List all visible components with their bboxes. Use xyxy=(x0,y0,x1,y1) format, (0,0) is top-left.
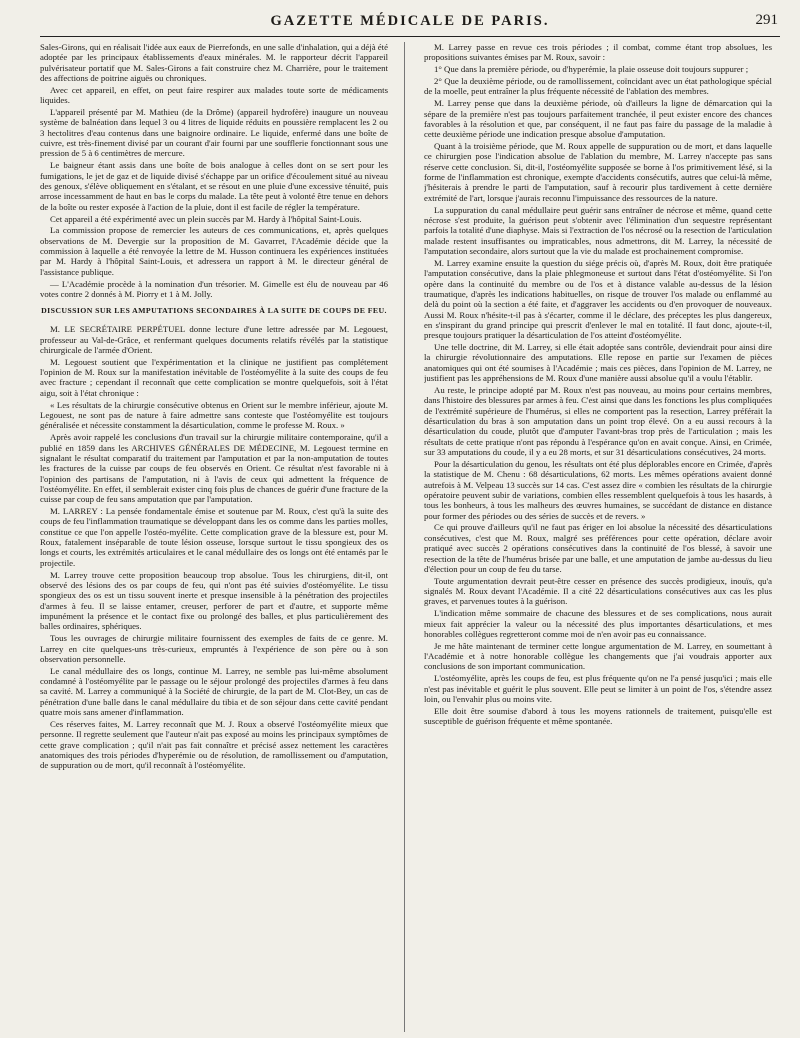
paragraph: « Les résultats de la chirurgie consécutive obtenus en Orient sur le membre inférieur, ajoute M. Legouest, ne sont pas de nature à faire admettre sans conteste que l'ostéomyélite est toujours généralisée et nécessite constamment la désarticulation, comme le professe M. Roux. » xyxy=(40,399,388,431)
paragraph: Cet appareil a été expérimenté avec un plein succès par M. Hardy à l'hôpital Saint-Louis. xyxy=(50,213,362,224)
paragraph: Tous les ouvrages de chirurgie militaire fournissent des exemples de faits de ce genre. M. Larrey en cite quelques-uns très-curieux, empruntés à l'expérience de son père ou à son observation personnelle. xyxy=(40,633,388,664)
paragraph: Pour la désarticulation du genou, les résultats ont été plus déplorables encore en Crimée, d'après la statistique de M. Chenu : 68 désarticulations, 62 morts. Les mêmes opérations avaient donné autrefois à M. Velpeau 13 succès sur 14 cas. C'est assez dire « combien les résultats de la chirurgie opératoire peuvent subir de variations, combien elles ressemblent quelquefois à tous les hasards, à tous les bonheurs, à tous les malheurs des œuvres humaines, se succédant de distance en distance pour former des périodes ou des séries de succès et de revers. » xyxy=(424,458,772,521)
right-column xyxy=(424,42,772,1034)
paragraph: Sales-Girons, qui en réalisait l'idée aux eaux de Pierrefonds, en une salle d'inhalation, qui a déjà été adoptée par les principaux établissements d'eaux minérales. M. le rapporteur décrit l'appareil pulvérisateur portatif que M. Sales-Girons a fait construire chez M. Charrière, pour le traitement des affections de poitrine aiguës ou chroniques. xyxy=(40,42,388,84)
paragraph: Ces réserves faites, M. Larrey reconnaît que M. J. Roux a observé l'ostéomyélite mieux que personne. Il regrette seulement que l'auteur n'ait pas exposé au moins les principaux symptômes de cette grave complication ; qu'il n'ait pas fait connaître et précisé assez nettement les caractères anatomiques des trois périodes d'hyperémie ou de résolution, de ramollissement ou d'amputation, de suppuration ou de mort, qu'il reconnaît à l'ostéomyélite. xyxy=(40,718,388,771)
paragraph: M. Larrey examine ensuite la question du siége précis où, d'après M. Roux, doit être pratiquée l'amputation consécutive, dans la plaie phlegmoneuse et surtout dans l'état d'ostéomyélite. Si l'on opère dans la continuité du membre ou de l'os et à distance valable au-dessus de la lésion traumatique, d'après les indications habituelles, on risque de trouver l'os malade ou enflammé au delà du point où la section a été faite, et d'aggraver les accidents ou d'en provoquer de nouveaux. Aussi M. Roux n'hésite-t-il pas à s'écarter, comme il le déclare, des préceptes les plus dangereux, en s'inspirant du grand principe qui prescrit d'enlever le mal en totalité. Il faut donc, ajoute-t-il, presque toujours pratiquer la désarticulation de l'os atteint d'ostéomyélite. xyxy=(424,257,772,341)
running-header xyxy=(40,10,780,37)
paragraph: Avec cet appareil, en effet, on peut faire respirer aux malades toute sorte de médicaments liquides. xyxy=(40,84,388,106)
paragraph: Au reste, le principe adopté par M. Roux n'est pas nouveau, au moins pour certains membres, dans l'histoire des blessures par armes à feu. C'est ainsi que dans les fonctions les plus compliquées de l'extrémité supérieure de l'humérus, si elles ne comportent pas la resection, Larrey préférait la désarticulation du bras à son amputation dans un point trop élevé. On a eu aussi recours à la désarticulation du coude, plutôt que d'amputer l'avant-bras trop près de l'articulation ; mais les résultats de cette pratique n'ont pas répondu à l'espérance qu'on en avait conçue. Ainsi, en Crimée, sur 33 amputations du coude, il y a eu 28 morts, et sur 31 désarticulations consécutives, 24 morts. xyxy=(424,385,772,458)
paragraph: M. LARREY : La pensée fondamentale émise et soutenue par M. Roux, c'est qu'à la suite des coups de feu l'inflammation traumatique se développant dans les os comme dans les parties molles, constitue ce que l'on appelle l'ostéo-myélite. Cette complication grave de la blessure est, pour M. Roux, fatalement inséparable de toute lésion osseuse, lorsque surtout le tissu spongieux des os longs et courts, les extrémités articulaires et le canal médullaire des os longs ont été entamés par le projectile. xyxy=(40,506,388,568)
left-column xyxy=(40,42,388,1034)
paragraph: Après avoir rappelé les conclusions d'un travail sur la chirurgie militaire contemporaine, qu'il a publié en 1859 dans les ARCHIVES GÉNÉRALES DE MÉDECINE, M. Legouest termine en signalant le résultat comparatif du traitement par l'amputation et par la non-amputation de toutes les fractures de la cuisse par coups de feu observés en Orient. Ce résultat n'est favorable ni à l'opinion des partisans de l'amputation, ni à l'avis de ceux qui admettent la fréquence de l'ostéomyélite. En effet, il semblerait exister cinq fois plus de chances de guérir d'une fracture de la cuisse par coup de feu sans amputation que par l'amputation. xyxy=(40,432,388,505)
paragraph: M. Larrey trouve cette proposition beaucoup trop absolue. Tous les chirurgiens, dit-il, ont observé des lésions des os par coups de feu, qui n'ont pas été suivies d'ostéomyélite. Le tissu spongieux des os est un tissu souvent inerte et presque insensible à la pénétration des projectiles d'armes à feu. Il se laisse entamer, creuser, perforer de part et d'autre, et supporte même impunément la présence et le contact fixe ou prolongé des balles, et plus particulièrement des balles ordinaires, sphériques. xyxy=(40,569,388,632)
paragraph: Elle doit être soumise d'abord à tous les moyens rationnels de traitement, puisqu'elle est susceptible de guérison fréquente et même spontanée. xyxy=(424,705,772,727)
paragraph: 1° Que dans la première période, ou d'hyperémie, la plaie osseuse doit toujours suppurer ; xyxy=(434,64,749,75)
paragraph: Le canal médullaire des os longs, continue M. Larrey, ne semble pas lui-même absolument condamné à l'ostéomyélite par le passage ou le séjour prolongé des projectiles d'armes à feu dans sa cavité. M. Larrey a communiqué à la Société de chirurgie, de la part de M. Clot-Bey, un cas de pénétration d'une balle dans le canal médullaire du tibia et de son séjour dans cette cavité pendant quatre mois sans amener d'inflammation. xyxy=(40,665,388,718)
paragraph: Ce qui prouve d'ailleurs qu'il ne faut pas ériger en loi absolue la nécessité des désarticulations consécutives, c'est que M. Roux, malgré ses préférences pour cette opération, déclare avoir pratiqué avec succès 2 opérations consécutives dans la continuité de l'os blessé, à savoir une resection de la tête de l'humérus brisée par une balle, et une amputation de jambe au-dessus du lieu d'élection pour un coup de feu du tarse. xyxy=(424,522,772,574)
paragraph: La suppuration du canal médullaire peut guérir sans entraîner de nécrose et même, quand cette nécrose s'est produite, la guérison peut s'obtenir avec l'élimination d'un sequestre représentant parfois la totalité d'une diaphyse. Mais si l'extraction de l'os nécrosé ou la resection de l'articulation malade restent insuffisantes ou impraticables, nous admettrons, dit M. Larrey, la nécessité de l'amputation secondaire, alors surtout que la vie du malade est prochainement compromise. xyxy=(424,204,772,257)
paragraph: Quant à la troisième période, que M. Roux appelle de suppuration ou de mort, et dans laquelle ce chirurgien pose l'indication absolue de l'ablation du membre, M. Larrey n'accepte pas sans réserve cette conclusion. Si, dit-il, l'ostéomyélite supposée se borne à l'os primitivement lésé, si la forme de l'inflammation est chronique, exempte d'accidents consécutifs, autres que celui-là même, j'hésiterais à prendre le parti de l'amputation, sauf à recourir plus tardivement à cette dernière extrémité de l'art, lorsque j'aurais reconnu l'impuissance des ressources de la nature. xyxy=(424,141,772,203)
journal-title: GAZETTE MÉDICALE DE PARIS. xyxy=(270,13,550,29)
page-number: 291 xyxy=(755,12,778,28)
column-divider xyxy=(404,42,405,1032)
paragraph: L'appareil présenté par M. Mathieu (de la Drôme) (appareil hydrofère) inaugure un nouveau système de balnéation dans lequel 3 ou 4 litres de liquide réduits en poussière remplacent les 2 ou 3 hectolitres d'eau contenus dans une baignoire ordinaire. Le liquide, enfermé dans une boîte de cuivre, est très-finement divisé par un courant d'air fourni par une soufflerie fonctionnant sous une pression de 5 à 6 centimètres de mercure. xyxy=(40,107,388,159)
paragraph: Je me hâte maintenant de terminer cette longue argumentation de M. Larrey, en soumettant à l'Académie et à notre honorable collègue les changements que j'ai voudrais apporter aux conclusions de son important communication. xyxy=(424,640,772,672)
paragraph: M. Legouest soutient que l'expérimentation et la clinique ne justifient pas complétement l'opinion de M. Roux sur la manifestation inévitable de l'ostéomyélite à la suite des coups de feu avec fracture ; cependant il reconnaît que cette complication se montre quelquefois, soit à l'état aigu, soit à l'état chronique : xyxy=(40,356,388,398)
paragraph: M. Larrey pense que dans la deuxième période, où d'ailleurs la ligne de démarcation qui la sépare de la première n'est pas toujours parfaitement tranchée, il peut exister encore des chances favorables à la résolution et que, par conséquent, il ne faut pas faire du passage de la maladie à cette deuxième période une indication presque absolue d'amputation. xyxy=(424,98,772,140)
section-title: DISCUSSION SUR LES AMPUTATIONS SECONDAIRES À LA SUITE DE COUPS DE FEU. xyxy=(41,306,387,316)
paragraph: L'ostéomyélite, après les coups de feu, est plus fréquente qu'on ne l'a pensé jusqu'ici ; mais elle n'est pas inévitable et guérit le plus souvent. Elle peut se limiter à un point de l'os, s'étendre assez loin, ou l'envahir plus ou moins vite. xyxy=(424,673,772,704)
paragraph: L'indication même sommaire de chacune des blessures et de ses complications, nous aurait mieux fait apprécier la valeur ou la nécessité des plus importantes désarticulations, et mes honorables collègues regretteront comme moi de n'en avoir pas eu connaissance. xyxy=(424,608,772,639)
paragraph: M. Larrey passe en revue ces trois périodes ; il combat, comme étant trop absolues, les propositions suivantes émises par M. Roux, savoir : xyxy=(424,42,772,63)
paragraph: — L'Académie procède à la nomination d'un trésorier. M. Gimelle est élu de nouveau par 46 votes contre 2 donnés à M. Piorry et 1 à M. Jolly. xyxy=(40,278,388,299)
paragraph: Une telle doctrine, dit M. Larrey, si elle était adoptée sans contrôle, deviendrait pour ainsi dire la chirurgie révolutionnaire des amputations. Elle repose en partie sur l'examen de pièces anatomiques qui ont été soumises à l'Académie ; mais ces pièces, dans l'opinion de M. Larrey, ne justifient pas les appréhensions de M. Roux d'une manière aussi absolue qu'il a voulu l'établir. xyxy=(424,342,772,384)
paragraph: La commission propose de remercier les auteurs de ces communications, et, après quelques observations de M. Devergie sur la proposition de M. Gavarret, l'Académie décide que la commission à laquelle a été renvoyée la lettre de M. Husson continuera les expériences instituées par M. Hardy à l'hôpital Saint-Louis, et adressera un rapport à M. le directeur général de l'assistance publique. xyxy=(40,225,388,277)
paragraph: Toute argumentation devrait peut-être cesser en présence des succès prodigieux, inouïs, qu'a signalés M. Roux devant l'Académie. Il a cité 22 désarticulations consécutives aux cas les plus graves, et parvenues toutes à la guérison. xyxy=(424,575,772,607)
paragraph: Le baigneur étant assis dans une boîte de bois analogue à celles dont on se sert pour les fumigations, le jet de gaz et de liquide divisé s'échappe par un orifice d'écoulement situé au niveau des genoux, s'élève obliquement en s'étalant, et se résout en une pluie d'une excessive ténuité, puis arrose incessamment de haut en bas le corps du malade. La tête peut à volonté être tenue en dehors de la boîte ou rester exposée à l'action de la pluie, dont il est facile de régler la température. xyxy=(40,160,388,212)
paragraph: 2° Que la deuxième période, ou de ramollissement, coïncidant avec un état pathologique spécial de la moelle, peut entraîner la plus fréquente nécessité de l'ablation des membres. xyxy=(424,76,772,97)
paragraph: M. LE SECRÉTAIRE PERPÉTUEL donne lecture d'une lettre adressée par M. Legouest, professeur au Val-de-Grâce, et renfermant quelques documents relatifs révélés par la statistique chirurgicale de l'armée d'Orient. xyxy=(40,324,388,355)
